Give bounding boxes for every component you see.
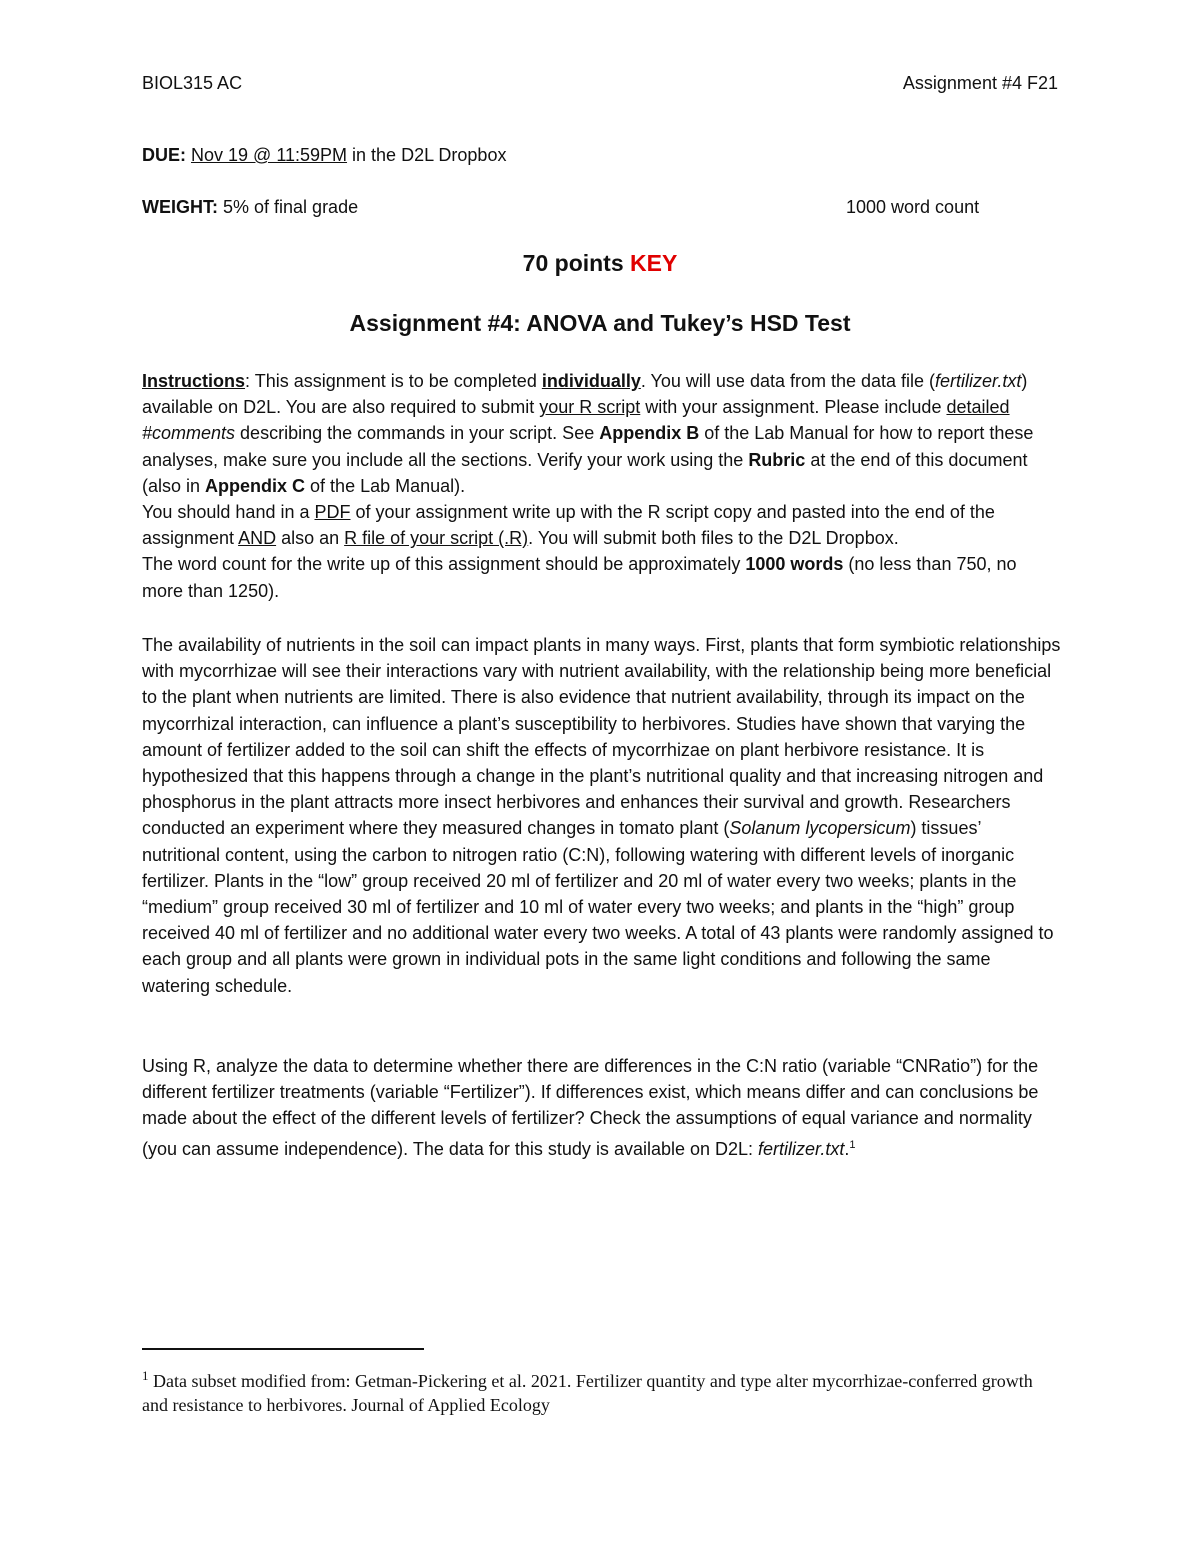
footnote-ref: 1	[849, 1138, 856, 1151]
instructions-text: at the end of this document (also in	[142, 449, 1028, 496]
instructions-paragraph	[142, 368, 1062, 604]
instructions-text: of the Lab Manual).	[305, 475, 466, 496]
points-title	[0, 250, 1200, 277]
footnote-text: Data subset modified from: Getman-Pickering et al. 2021. Fertilizer quantity and type alter mycorrhizae-conferred growth and resistance to herbivores. Journal of Applied Ecology	[142, 1371, 1033, 1415]
weight-line	[142, 197, 358, 218]
weight-label: WEIGHT:	[142, 197, 218, 217]
instructions-text: The word count for the write up of this assignment should be approximately	[142, 554, 746, 575]
header-course: BIOL315 AC	[142, 73, 243, 93]
footnote-divider	[142, 1348, 424, 1350]
rubric-emphasis: Rubric	[748, 449, 806, 470]
instructions-text: of the Lab Manual for how to report these analyses, make sure you include all the sections. Verify your work using the	[142, 423, 1034, 470]
data-file-name: fertilizer.txt	[935, 371, 1022, 391]
individually-emphasis: individually	[541, 371, 641, 391]
task-paragraph	[142, 1053, 1062, 1162]
background-paragraph	[142, 632, 1062, 999]
due-rest: in the D2L Dropbox	[347, 145, 507, 165]
detailed-emphasis: detailed	[946, 397, 1010, 418]
due-label: DUE:	[142, 145, 186, 165]
r-script-emphasis: your R script	[539, 397, 641, 418]
word-count: 1000 word count	[846, 197, 980, 217]
points-text: 70 points	[522, 250, 631, 276]
header-assignment: Assignment #4 F21	[902, 73, 1058, 93]
body-text: .	[844, 1138, 850, 1159]
instructions-label: Instructions	[142, 371, 246, 391]
data-file-name: fertilizer.txt	[758, 1138, 845, 1159]
instructions-text: describing the commands in your script. See	[235, 423, 600, 444]
appendix-b: Appendix B	[599, 423, 700, 444]
appendix-c: Appendix C	[205, 475, 306, 496]
instructions-text: with your assignment. Please include	[640, 397, 947, 418]
instructions-text: You should hand in a	[142, 502, 315, 523]
weight-value: 5% of final grade	[218, 197, 359, 217]
pdf-emphasis: PDF	[314, 502, 351, 523]
instructions-text: ) available on D2L. You are also required to submit	[142, 371, 1028, 418]
footnote	[142, 1364, 1062, 1417]
due-line	[142, 145, 506, 166]
body-text: The availability of nutrients in the soil can impact plants in many ways. First, plants that form symbiotic relationships with mycorrhizae will see their interactions vary with nutrient availability, with the relationship being more beneficial to the plant when nutrients are limited. There is also evidence that nutrient availability, through its impact on the mycorrhizal interaction, can influence a plant’s susceptibility to herbivores. Studies have shown that varying the amount of fertilizer added to the soil can shift the effects of mycorrhizae on plant herbivore resistance. It is hypothesized that this happens through a change in the plant’s nutritional quality and that increasing nitrogen and phosphorus in the plant attracts more insect herbivores and enhances their survival and growth. Researchers conducted an experiment where they measured changes in tomato plant (	[142, 635, 1061, 839]
footnote-number: 1	[142, 1368, 149, 1383]
assignment-title: Assignment #4: ANOVA and Tukey’s HSD Test	[349, 310, 851, 336]
instructions-text: of your assignment write up with the R script copy and pasted into the end of the assignment	[142, 502, 995, 549]
species-name: Solanum lycopersicum	[729, 818, 911, 839]
body-text: ) tissues’ nutritional content, using the carbon to nitrogen ratio (C:N), following watering with different levels of inorganic fertilizer. Plants in the “low” group received 20 ml of fertilizer and 20 ml of water every two weeks; plants in the “medium” group received 30 ml of fertilizer and 10 ml of water every two weeks; and plants in the “high” group received 40 ml of fertilizer and no additional water every two weeks. A total of 43 plants were randomly assigned to each group and all plants were grown in individual pots in the same light conditions and following the same watering schedule.	[142, 818, 1054, 996]
comments-emphasis: #comments	[142, 423, 236, 444]
instructions-text: . You will submit both files to the D2L Dropbox.	[528, 528, 899, 549]
key-label: KEY	[630, 250, 678, 276]
body-text: Using R, analyze the data to determine whether there are differences in the C:N ratio (variable “CNRatio”) for the different fertilizer treatments (variable “Fertilizer”). If differences exist, which means differ and can conclusions be made about the effect of the different levels of fertilizer? Check the assumptions of equal variance and normality (you can assume independence). The data for this study is available on D2L:	[142, 1056, 1039, 1159]
instructions-text: : This assignment is to be completed	[245, 371, 542, 391]
and-emphasis: AND	[238, 528, 277, 549]
instructions-text: (no less than 750, no more than 1250).	[142, 554, 1017, 601]
instructions-text: . You will use data from the data file (	[640, 371, 936, 391]
due-date: Nov 19 @ 11:59PM	[191, 145, 348, 165]
r-file-emphasis: R file of your script (.R)	[344, 528, 529, 549]
instructions-text: also an	[276, 528, 345, 549]
word-target: 1000 words	[745, 554, 844, 575]
